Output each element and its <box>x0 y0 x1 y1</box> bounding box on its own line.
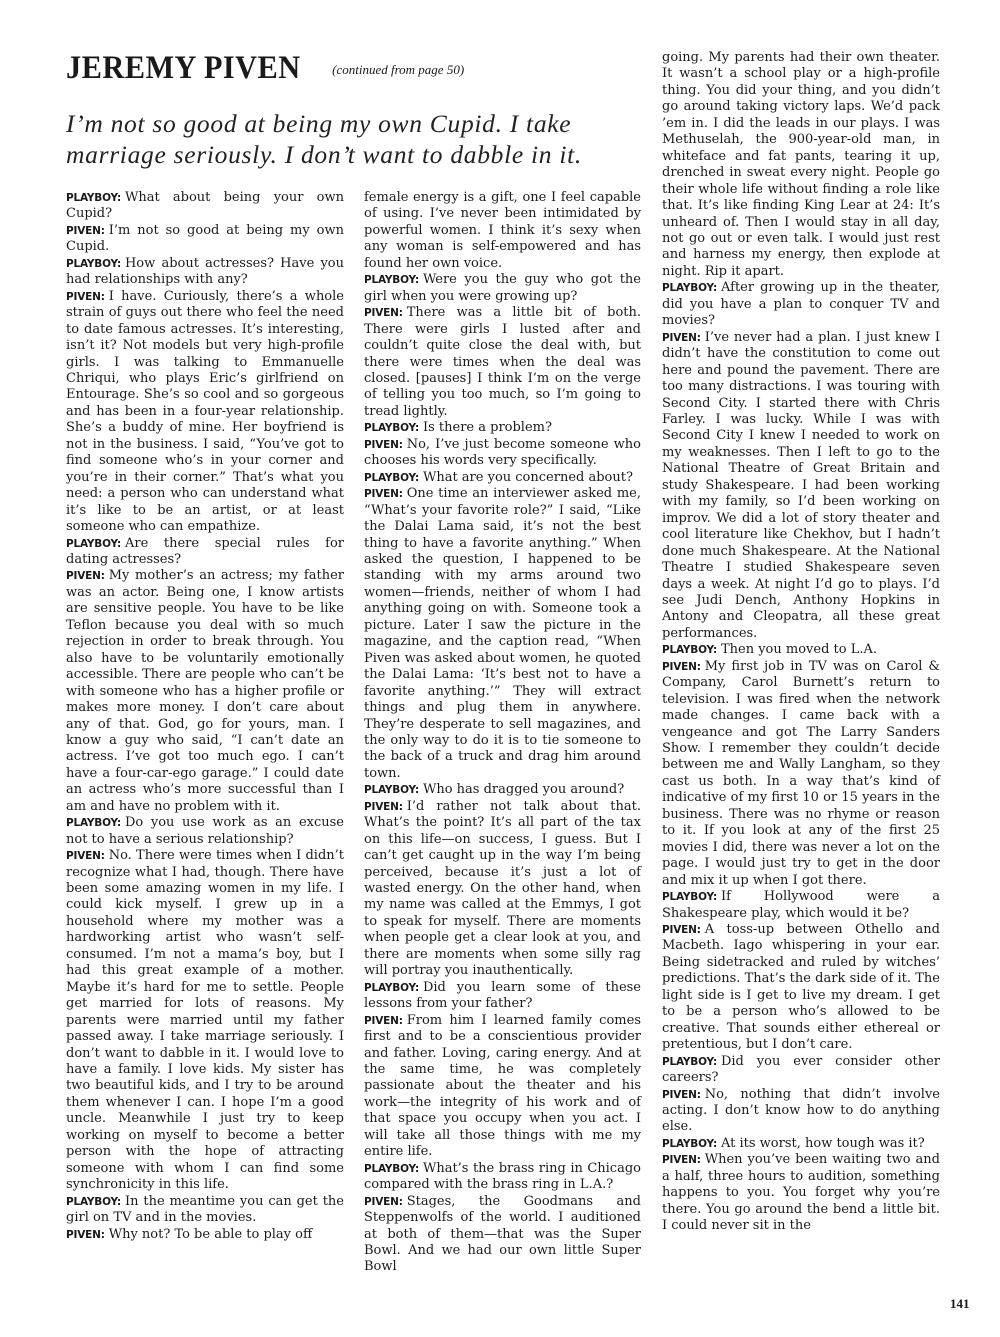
speaker-label: PLAYBOY: <box>364 981 419 994</box>
paragraph-text: No. There were times when I didn’t recognize what I had, though. There have been some amazing women in my life. I could kick myself. I grew up in a household where my mother was a hardworking artist who wasn’t self-consumed. I’m not a mama’s boy, but I had this great example of a mother. Maybe it’s hard for me to settle. People get married for lots of reasons. My parents were married until my father passed away. I take marriage seriously. I don’t want to dabble in it. I would love to have a family. I love kids. My sister has two beautiful kids, and I try to be around them whenever I can. I hope I’m a good uncle. Meanwhile I just try to keep working on myself to become a better person with the hope of attracting someone with whom I can find some synchronicity in this life. <box>66 848 344 1193</box>
speaker-label: PIVEN: <box>364 488 403 501</box>
paragraph-text: One time an interviewer asked me, “What’s your favorite role?” I said, “Like the Dalai Lama said, it’s not the best thing to have a favorite anything.” When asked the question, I happened to be standing with my arms around two women—friends, neither of whom I had anything going on with. Someone took a picture. Later I saw the picture in the magazine, and the caption read, “When Piven was asked about women, he quoted the Dalai Lama: ‘It’s best not to have a favorite anything.’” They will extract things and plug them in anywhere. They’re desperate to sell magazines, and the only way to do it is to tie someone to the back of a truck and drag him around town. <box>364 486 641 781</box>
paragraph <box>364 1194 641 1276</box>
speaker-label: PLAYBOY: <box>662 891 717 904</box>
paragraph-text: I have. Curiously, there’s a whole strain of guys out there who feel the need to date famous actresses. It’s interesting, isn’t it? Not models but very high-profile girls. I was talking to Emmanuelle Chriqui, who plays Eric’s girlfriend on Entourage. She’s so cool and so gorgeous and has been in a four-year relationship. She’s a buddy of mine. Her boyfriend is not in the business. I said, “You’ve got to find someone who’s in your corner and you’re in their corner.” That’s what you need: a person who can understand what it’s like to be an artist, or at least someone who can empathize. <box>66 288 344 535</box>
paragraph-text: Stages, the Goodmans and Steppenwolfs of the world. I auditioned at both of them—that was the Super Bowl. And we had our own little Super Bowl <box>364 1193 641 1275</box>
speaker-label: PIVEN: <box>364 800 403 813</box>
paragraph <box>66 223 344 256</box>
speaker-label: PLAYBOY: <box>662 282 717 295</box>
paragraph-text: I’d rather not talk about that. What’s the point? It’s all part of the tax on this life—on success, I guess. But I can’t get caught up in the way I’m being perceived, because it’s just a lot of wasted energy. On the other hand, when my name was called at the Emmys, I got to speak for myself. There are moments when people get a clear look at you, and there are moments when some silly rag will portray you inauthentically. <box>364 798 641 979</box>
speaker-label: PLAYBOY: <box>662 644 717 657</box>
paragraph-text: My mother’s an actress; my father was an actor. Being one, I know artists are sensitive people. You have to be like Teflon because you deal with so much rejection in order to break through. You also have to be voluntarily emotionally accessible. There are people who can’t be with someone who has a higher profile or makes more money. I don’t care about any of that. God, go for yours, man. I know a guy who said, “I can’t date an actress. I’ve got too much ego. I can’t have a four-car-ego garage.” I could date an actress who’s more successful than I am and have no problem with it. <box>66 568 344 814</box>
speaker-label: PIVEN: <box>662 1088 701 1101</box>
paragraph-text: Why not? To be able to play off <box>108 1226 313 1242</box>
paragraph <box>662 330 940 643</box>
text-column-3 <box>662 50 940 1235</box>
paragraph <box>66 536 344 569</box>
paragraph <box>364 782 641 798</box>
paragraph <box>66 568 344 815</box>
speaker-label: PIVEN: <box>66 224 105 237</box>
paragraph <box>364 437 641 470</box>
paragraph <box>364 799 641 980</box>
paragraph-text: Is there a problem? <box>422 420 552 436</box>
speaker-label: PIVEN: <box>364 307 403 320</box>
paragraph-text: From him I learned family comes first and to be a conscientious provider and father. Loving, caring energy. And at the same time, he was completely passionate about the theater and his work—the integrity of his work and of that space you occupy when you act. I will take all those things with me my entire life. <box>364 1012 641 1160</box>
speaker-label: PIVEN: <box>662 1154 701 1167</box>
paragraph-text: A toss-up between Othello and Macbeth. Iago whispering in your ear. Being sidetracked and ruled by witches’ predictions. That’s the dark side of it. The light side is I get to live my dream. I get to be a person who’s allowed to be creative. That sounds either ethereal or pretentious, but I don’t care. <box>662 922 940 1053</box>
paragraph <box>364 470 641 486</box>
paragraph <box>662 1054 940 1087</box>
speaker-label: PLAYBOY: <box>66 257 121 270</box>
speaker-label: PLAYBOY: <box>66 192 121 204</box>
paragraph <box>364 190 641 272</box>
paragraph <box>66 1227 344 1243</box>
paragraph <box>662 1087 940 1136</box>
paragraph-text: female energy is a gift, one I feel capable of using. I’ve never been intimidated by powerful women. I think it’s sexy when any woman is self-empowered and has found her own voice. <box>364 190 641 271</box>
speaker-label: PIVEN: <box>66 290 105 303</box>
pull-quote: I’m not so good at being my own Cupid. I take marriage seriously. I don’t want to dabble in it. <box>66 109 582 169</box>
speaker-label: PIVEN: <box>662 660 701 673</box>
paragraph <box>66 256 344 289</box>
paragraph <box>364 305 641 420</box>
paragraph <box>662 642 940 658</box>
paragraph-text: Who has dragged you around? <box>422 782 625 798</box>
speaker-label: PLAYBOY: <box>66 537 121 550</box>
paragraph-text: There was a little bit of both. There were girls I lusted after and couldn’t quite close the deal with, but there were times when the deal was closed. [pauses] I think I’m on the verge of telling you too much, so I’m going to tread lightly. <box>364 305 641 419</box>
paragraph-text: I’m not so good at being my own Cupid. <box>66 222 344 255</box>
speaker-label: PIVEN: <box>662 331 701 344</box>
text-column-1 <box>66 190 344 1243</box>
speaker-label: PIVEN: <box>66 850 105 863</box>
paragraph-text: Did you learn some of these lessons from your father? <box>364 979 641 1012</box>
paragraph-text: Were you the guy who got the girl when you were growing up? <box>364 272 641 304</box>
paragraph <box>66 815 344 848</box>
paragraph-text: What are you concerned about? <box>422 469 633 485</box>
paragraph-text: going. My parents had their own theater. It wasn’t a school play or a high-profile thing. You did your thing, and you didn’t go around taking victory laps. We’d pack ’em in. I did the leads in our plays. I was Methuselah, the 900-year-old man, in whiteface and fat pants, tearing it up, drenched in sweat every night. People go their whole life without finding a role like that. It’s like finding King Lear at 24: It’s unheard of. Then I would stay in all day, not go out or even talk. I would just rest and harness my energy, then explode at night. Rip it apart. <box>662 50 940 279</box>
paragraph-text: Do you use work as an excuse not to have a serious relationship? <box>66 815 344 847</box>
speaker-label: PLAYBOY: <box>364 422 419 435</box>
paragraph <box>364 1161 641 1194</box>
speaker-label: PIVEN: <box>364 1195 403 1208</box>
paragraph-text: After growing up in the theater, did you have a plan to conquer TV and movies? <box>662 280 940 329</box>
paragraph-text: Did you ever consider other careers? <box>662 1053 940 1086</box>
paragraph-text: No, I’ve just become someone who chooses his words very specifically. <box>364 436 641 469</box>
paragraph-text: When you’ve been waiting two and a half, three hours to audition, something happens to you. You forget why you’re there. You go around the bend a little bit. I could never sit in the <box>662 1152 940 1234</box>
paragraph <box>364 1013 641 1161</box>
paragraph-text: How about actresses? Have you had relationships with any? <box>66 255 344 288</box>
paragraph <box>364 420 641 436</box>
continued-note: (continued from page 50) <box>332 62 465 77</box>
speaker-label: PLAYBOY: <box>66 1195 121 1208</box>
article-title: JEREMY PIVEN <box>66 50 301 86</box>
article-header <box>66 50 646 87</box>
paragraph <box>662 280 940 329</box>
paragraph-text: Are there special rules for dating actresses? <box>66 535 344 567</box>
paragraph <box>662 922 940 1054</box>
paragraph-text: My first job in TV was on Carol & Company, Carol Burnett’s return to television. I was fired when the network made changes. I came back with a vengeance and got The Larry Sanders Show. I remember they couldn’t decide between me and Wally Langham, so they cast us both. In a way that’s kind of indicative of my first 10 or 15 years in the business. There was no rhyme or reason to it. If you look at any of the first 25 movies I did, there was never a lot on the page. I would just try to get in the door and mix it up when I got there. <box>662 658 940 888</box>
paragraph-text: I’ve never had a plan. I just knew I didn’t have the constitution to come out here and pound the pavement. There are too many distractions. I was touring with Second City. I started there with Chris Farley. I was lucky. While I was with Second City I knew I needed to work on my weaknesses. Then I left to go to the National Theatre of Great Britain and study Shakespeare. I had been working with my family, so I’d been working on improv. We did a lot of story theater and cool literature like Chekhov, but I hadn’t done much Shakespeare. At the National Theatre I studied Shakespeare seven days a week. At night I’d go to plays. I’d see Judi Dench, Anthony Hopkins in Antony and Cleopatra, all these great performances. <box>662 329 940 641</box>
paragraph <box>662 889 940 922</box>
paragraph-text: At its worst, how tough was it? <box>720 1135 925 1151</box>
paragraph-text: No, nothing that didn’t involve acting. I don’t know how to do anything else. <box>662 1086 940 1135</box>
paragraph-text: If Hollywood were a Shakespeare play, which would it be? <box>662 889 940 921</box>
speaker-label: PLAYBOY: <box>364 784 419 797</box>
paragraph-text: Then you moved to L.A. <box>720 642 878 658</box>
paragraph <box>66 289 344 536</box>
speaker-label: PLAYBOY: <box>364 471 419 484</box>
speaker-label: PLAYBOY: <box>66 817 121 830</box>
paragraph <box>662 1136 940 1152</box>
paragraph-text: What about being your own Cupid? <box>66 190 344 222</box>
paragraph-text: What’s the brass ring in Chicago compared with the brass ring in L.A.? <box>364 1160 641 1193</box>
paragraph-text: In the meantime you can get the girl on TV and in the movies. <box>66 1193 344 1226</box>
paragraph <box>662 50 940 280</box>
speaker-label: PIVEN: <box>66 570 105 583</box>
speaker-label: PLAYBOY: <box>662 1137 717 1150</box>
text-column-2 <box>364 190 641 1276</box>
speaker-label: PIVEN: <box>364 438 403 451</box>
paragraph <box>364 980 641 1013</box>
speaker-label: PIVEN: <box>364 1014 403 1027</box>
speaker-label: PIVEN: <box>662 924 701 937</box>
paragraph <box>66 190 344 223</box>
paragraph <box>364 272 641 305</box>
speaker-label: PLAYBOY: <box>662 1055 717 1068</box>
speaker-label: PLAYBOY: <box>364 274 419 287</box>
paragraph <box>66 1194 344 1227</box>
speaker-label: PLAYBOY: <box>364 1162 419 1175</box>
paragraph <box>364 486 641 782</box>
paragraph <box>66 848 344 1194</box>
paragraph <box>662 659 940 889</box>
speaker-label: PIVEN: <box>66 1228 105 1241</box>
page-number: 141 <box>950 1296 970 1311</box>
paragraph <box>662 1152 940 1234</box>
